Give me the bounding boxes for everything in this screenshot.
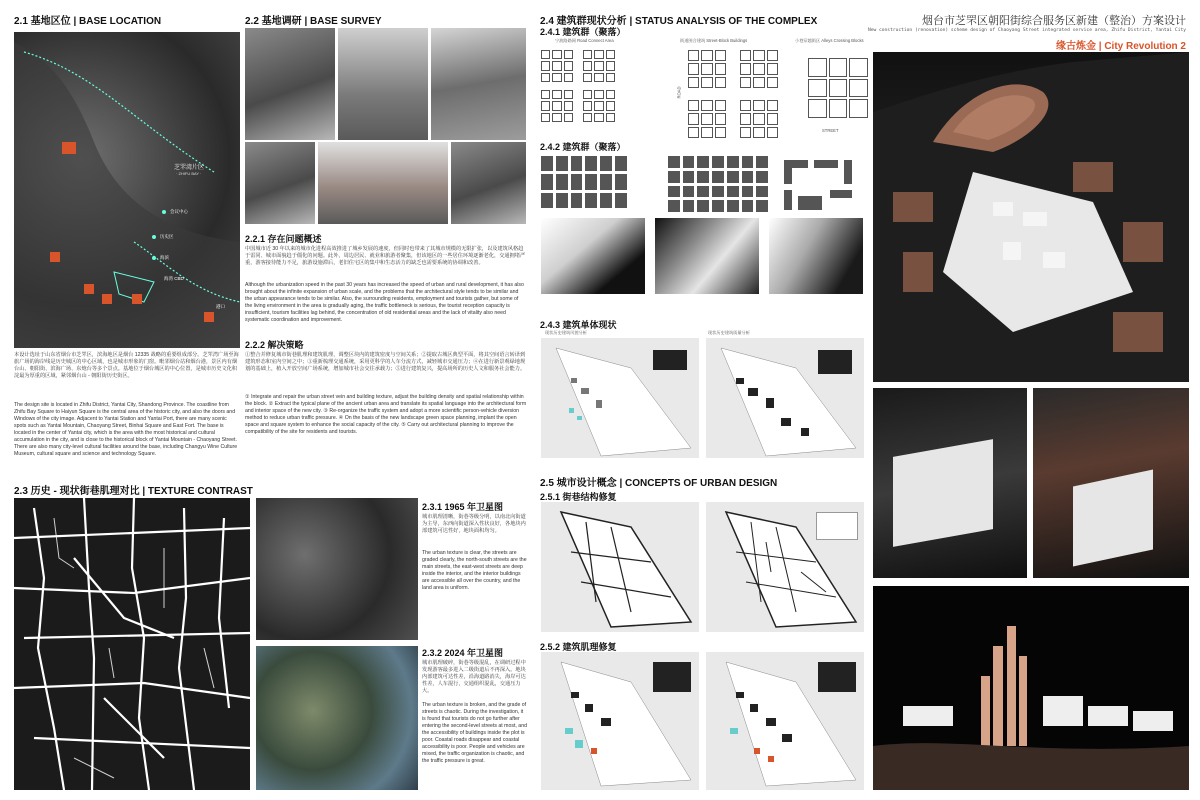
survey-photo-towers [338,28,428,140]
aerial-model [873,52,1189,382]
strategy-text-en: ① Integrate and repair the urban street vein and building texture, adjust the building density and spatial relationship within the block. ② Extract the typical plane of the ancient urban area and translate its spatial language into the architectural form and interior space of the new city. ③ Re-organize the traffic system and adopt a more scientific person-vehicle diversion method to reduce urban traffic pressure. ④ On the basis of the new landscape green space planning, implant the open space and square system to enhance the social capacity of the city. ⑤ Carry out architectural planning to improve the compatibility of the site for residents and tourists. [245,394,527,435]
map-label-zhifu-bay-en: · ZHIFU BAY · [176,171,202,176]
heading-base-location: 2.1 基地区位 | BASE LOCATION [14,16,162,27]
base-location-map [14,32,240,348]
caption-street-block: 街道围合建筑 Street-Block Buildings [680,38,748,43]
street-legend [816,512,858,540]
diagram-grid-c [808,58,868,118]
skyline-model [873,586,1189,790]
map-legend-1: 会议中心 [170,209,188,214]
heading-2024-satellite: 2.3.2 2024 年卫星图 [422,648,504,658]
map-legend-3: 海滨 [160,255,169,260]
cluster-blocks-c [784,160,864,210]
street-texture-map [14,498,250,790]
building-texture-map-b [706,652,864,790]
map-legend-2: 历史区 [160,234,174,239]
diagram-grid-a1 [541,50,573,82]
diagram-grid-a3 [541,90,573,122]
problem-text-cn: 中国城市近 30 年以来的城市化进程高效推进了城乡发展的速度，但同时也带来了其城市规模的无限扩张，以及建筑风格趋于雷同、城市面貌趋于僵化的问题。此外，周边居民、就业和旅游者聚集，但该地区的一些居住环境逐渐老化，交通拥堵严重，游客接待能力不足，旅游设施滞后，老旧住宅区的集中和生态活力的缺乏也需要系统的协调和改善。 [245,246,526,266]
page-title: 烟台市芝罘区朝阳街综合服务区新建（整治）方案设计 [922,15,1186,27]
survey-photo-church [451,142,526,224]
heading-status-analysis: 2.4 建筑群现状分析 | STATUS ANALYSIS OF THE COMPLEX [540,16,818,27]
caption-quality-analysis: 现状历史建筑质量分析 [708,330,750,335]
building-texture-map-a [541,652,699,790]
heading-building-cluster-2: 2.4.2 建筑群（聚落） [540,142,626,152]
caption-road-connect: 宁波路路网 Road Connect Area [555,38,614,43]
survey-photo-square [245,142,315,224]
heading-urban-design-concepts: 2.5 城市设计概念 | CONCEPTS OF URBAN DESIGN [540,478,778,489]
base-location-text-cn: 本设计选址于山东省烟台市芝罘区，滨海地区是烟台 12335 战略的重要组成部分。芝罘湾广场至海旅广场的海岸线是历史城区的中心区域，也是城市形象的门窗。毗邻烟台站和烟台港，景区内有烟台山、朝阳街、滨海广场、东炮台等多个景点。基地位于烟台城区的中心位置，是城市历史文化积淀最为厚重的区域，紧邻烟台山 - 朝阳街历史街区。 [14,352,239,379]
building-style-map [541,338,699,458]
model-block-white-a [893,439,993,547]
heading-base-survey: 2.2 基地调研 | BASE SURVEY [245,16,382,27]
heading-street-structure: 2.5.1 街巷结构修复 [540,492,617,502]
label-street-c: STREET [822,128,839,133]
slogan: 缘古炼金 | City Revolution 2 [1055,41,1186,52]
satellite-1965 [256,498,418,640]
heading-problem-overview: 2.2.1 存在问题概述 [245,234,322,244]
text-2024-en: The urban texture is broken, and the grade of streets is chaotic. During the investigation, it is found that tourists do not go further after entering the second-level streets at most, and the accessibility of buildings inside the plot is poor. Coastal roads disappear and coastal accessibility is poor. People and vehicles are mixed, the traffic organization is chaotic, and the traffic pressure is great. [422,702,527,764]
style-legend [653,350,687,370]
cluster-blocks-a [541,156,627,208]
street-structure-a [541,502,699,632]
heading-building-cluster-1: 2.4.1 建筑群（聚落） [540,27,626,37]
page-subtitle: New construction (renovation) scheme design of Chaoyang Street integrated service area, Zhifu District, Yantai City [867,28,1186,33]
base-location-text-en: The design site is located in Zhifu District, Yantai City, Shandong Province. The coastline from Zhifu Bay Square to Haiyun Square is the central area of the historic city, and also the doors and Windows of the city image. Adjacent to Yantai Station and Yantai Port, there are many scenic spots such as Yantai Mountain, Chaoyang Street, Binhai Square and East Fort. The base is located in the center of Yantai city, which is the area with the most historical and cultural accumulation in the city, and is close to the historical block of Yantai Mountain - Chaoyang Street. There are also many city-level cultural facilities around the base, including Changyu Wine Culture Museum, cultural square and science and technology Square. [14,402,238,457]
map-legend-4: 海湾 CBD [164,276,184,281]
street-structure-map-a [541,502,699,632]
model-render-detail-b [1033,388,1189,578]
diagram-grid-a4 [583,90,615,122]
street-lines [14,498,250,790]
heading-1965-satellite: 2.3.1 1965 年卫星图 [422,502,504,512]
cluster-3d-a [541,218,645,294]
diagram-grid-b1 [688,50,726,88]
cluster-blocks-b [668,156,768,212]
satellite-2024 [256,646,418,790]
diagram-grid-b2 [740,50,778,88]
diagram-grid-a2 [583,50,615,82]
cluster-3d-c [769,218,863,294]
texture-legend-a [653,662,691,692]
caption-alleys: 小巷穿越街区 Alleys Crossing Blocks [795,38,864,43]
model-render-skyline [873,586,1189,790]
building-quality-map [706,338,864,458]
model-render-detail-a [873,388,1027,578]
label-road-b: ROAD [676,86,682,99]
cluster-3d-b [655,218,759,294]
quality-legend [818,350,852,374]
diagram-grid-b4 [740,100,778,138]
survey-photo-historic-building [318,142,448,224]
map-overlay [14,32,240,348]
heading-building-status: 2.4.3 建筑单体现状 [540,320,617,330]
model-block-white-b [1073,469,1153,566]
survey-photo-street [245,28,335,140]
text-1965-en: The urban texture is clear, the streets are graded clearly, the north-south streets are the main streets, the east-west streets are deep inside the interior, and the interior buildings are accessible all over the country, and the land area is uniform. [422,550,527,591]
map-legend-5: 港口 [216,304,225,309]
map-label-zhifu-bay: 芝罘湾片区 [174,165,205,171]
text-1965-cn: 城市肌理清晰，街巷等级分明，以南北向街道为主导，东西向街道深入性状良好，各地块内部建筑可达性好，地块面积均匀。 [422,514,526,534]
text-2024-cn: 城市肌理破碎，街巷等级混乱，在调研过程中发现游客最多进入二级街道后不再深入。地块内部建筑可达性差，沿海道路消失，海岸可达性差，人车混行，交通组织混乱，交通压力大。 [422,660,526,694]
caption-style-analysis: 现状历史建筑风貌分析 [545,330,587,335]
heading-solution-strategy: 2.2.2 解决策略 [245,340,304,350]
heading-texture-contrast: 2.3 历史 - 现状街巷肌理对比 | TEXTURE CONTRAST [14,486,253,497]
texture-legend-b [818,662,856,692]
street-structure-map-b [706,502,864,632]
heading-building-texture: 2.5.2 建筑肌理修复 [540,642,617,652]
strategy-text-cn: ①整合并修复城市街巷肌理和建筑肌理，调整区块内的建筑密度与空间关系；②提取古城区典型平面，将其空间语言转译到建筑形态和室内空间之中；③重新梳理交通系统，采用更科学的人车分流方式，减轻城市交通压力；④在进行新景观绿地规划的基础上，植入开放空间广场系统，增加城市社会交往承载力；⑤进行建筑复兴，提高场所的历史人文和服务社会能力。 [245,352,526,372]
model-render-aerial [873,52,1189,382]
problem-text-en: Although the urbanization speed in the past 30 years has increased the speed of urban and rural development, it has also brought about the infinite expansion of urban scale, and the problems that the architectural style tends to be similar and the urban appearance tends to be similar. Also, the surrounding residents, employment and tourists gather, but some of the living environment in the area is gradually aging, the traffic bottleneck is serious, the tourist reception capacity is insufficient, tourism facilities lag behind, the concentration of old residential areas and the lack of vitality also need systematic coordination and improvement. [245,282,524,323]
diagram-grid-b3 [688,100,726,138]
survey-photo-alley [431,28,526,140]
